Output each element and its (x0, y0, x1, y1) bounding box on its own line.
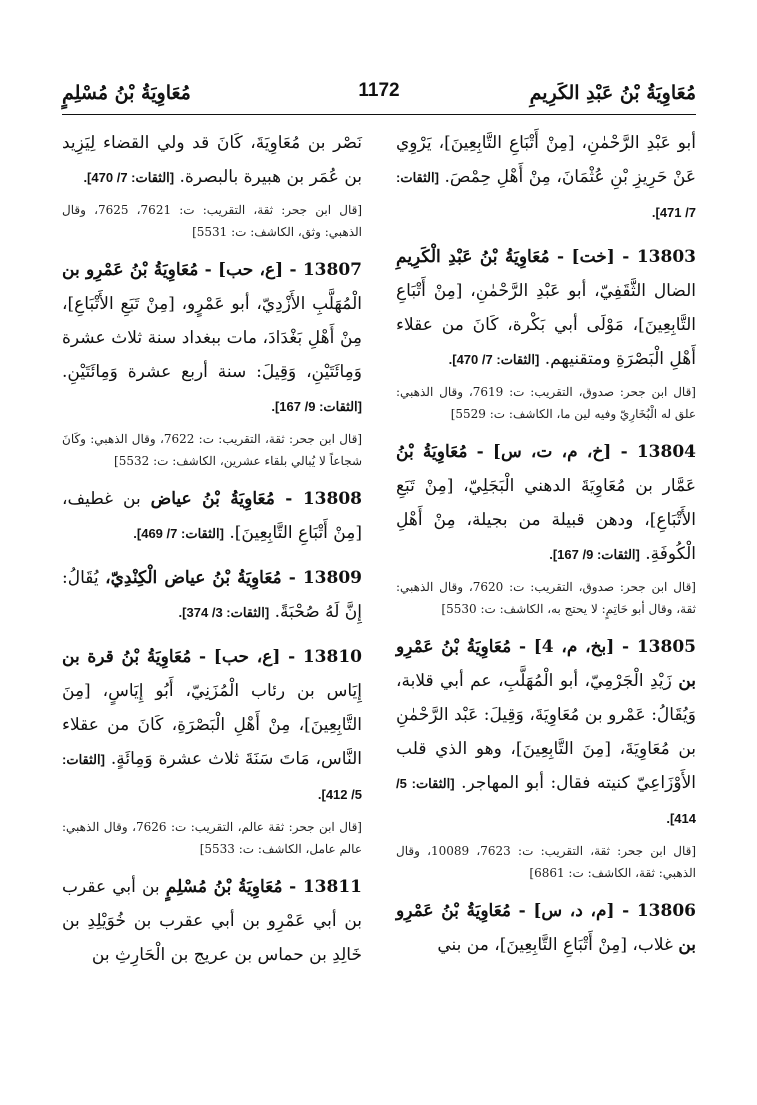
entry-body: بن غطيف، [مِنْ أَتْبَاعِ التَّابِعِينَ]. (62, 489, 362, 543)
entry-body: إِيَاس بن رئاب الْمُزَنِيّ، أَبُو إِيَاسٍ، [مِنَ التَّابِعِينَ]، مِنْ أَهْلِ الْبَصْرَةِ، كَانَ من عقلاء النَّاس، مَاتَ سَنَةَ ثلاث عشرة وَمِائَةٍ. (62, 681, 362, 769)
entry-body: يُقَالُ: إِنَّ لَهُ صُحْبَةً. (62, 568, 362, 622)
footnote: [قال ابن جحر: صدوق، التقريب: ت: 7619، وقال الذهبي: علق له الْبُخَارِيّ وفيه لين ما، الكاشف: ت: 5529] (396, 385, 696, 421)
entry-heading: 13807 - [ع، حب] - مُعَاوِيَةُ بْنُ عَمْرِو بن (62, 260, 362, 280)
entry-heading: 13806 - [م، د، س] - مُعَاوِيَةُ بْنُ عَمْرِو بن (396, 901, 696, 955)
header-right-title: مُعَاوِيَةُ بْنُ عَبْدِ الكَرِيمِ (529, 82, 696, 104)
header-rule (62, 114, 696, 115)
entry-body: بن أبي عقرب بن أبي عَمْرِو بن أبي عقرب بن خُوَيْلِدِ بن خَالِدِ بن حماس بن عريج بن الْحَارِثِ بن (62, 877, 362, 965)
entry-heading: 13811 - مُعَاوِيَةُ بْنُ مُسْلِمٍ (165, 877, 362, 897)
footnote: [قال ابن جحر: ثقة، التقريب: ت: 7622، وقال الذهبي: وكَانَ شجاعاً لا يُبالي بلقاء عشرين، الكاشف: ت: 5532] (62, 432, 362, 468)
entry-body: الضال الثَّقَفِيّ، أبو عَبْدِ الرَّحْمٰنِ، [مِنْ أَتْبَاعِ التَّابِعِينَ]، مَوْلَى أبي بَكْرة، كَانَ من عقلاء أَهْلِ الْبَصْرَةِ ومتقنيهم. (396, 281, 696, 369)
header-left-title: مُعَاوِيَةُ بْنُ مُسْلِمٍ (62, 82, 191, 104)
entry-13804 (396, 435, 696, 620)
entry-13807 (62, 253, 362, 472)
footnote: [قال ابن جحر: صدوق، التقريب: ت: 7620، وقال الذهبي: ثقة، وقال أبو حَاتِمٍ: لا يحتج به، الكاشف: ت: 5530] (396, 580, 696, 616)
citation: [الثقات: 7/ 470]. (448, 352, 540, 367)
entry-13810 (62, 640, 362, 860)
footnote: [قال ابن جحر: ثقة عالم، التقريب: ت: 7626، وقال الذهبي: عالم عامل، الكاشف: ت: 5533] (62, 820, 362, 856)
entry-body: غلاب، [مِنْ أَتْبَاعِ التَّابِعِينَ]، من بني (437, 935, 673, 955)
entry-body: زَيْدِ الْجَرْمِيّ، أبو الْمُهَلَّبِ، عم أبي قلابة، وَيُقَالُ: عَمْرو بن مُعَاوِيَةَ، وَقِيلَ: عَبْد الرَّحْمٰنِ بن مُعَاوِيَةَ، [مِنَ التَّابِعِينَ]، وهو الذي قلب الأَوْزَاعِيّ كنيته فقال: أبو المهاجر. (396, 671, 696, 793)
entry-body: عَمَّار بن مُعَاوِيَةَ الدهني الْبَجَلِيّ، [مِنْ تَبَعِ الأَتْبَاعِ]، ودهن قبيلة من بجيلة، مِنْ أَهْلِ الْكُوفَةِ. (396, 476, 696, 564)
footnote: [قال ابن جحر: ثقة، التقريب: ت: 7623، 10089، وقال الذهبي: ثقة، الكاشف: ت: 6861] (396, 844, 697, 880)
entry-13811 (62, 870, 362, 972)
entry-heading: 13804 - [خ، م، ت، س] - مُعَاوِيَةُ بْنُ (396, 442, 696, 462)
entry-heading: 13805 - [بخ، م، 4] - مُعَاوِيَةُ بْنُ عَمْرِو بن (396, 637, 696, 691)
entry-body: الْمُهَلَّبِ الأَزْدِيّ، أبو عَمْرٍو، [مِنْ تَبَعِ الأَتْبَاعِ]، مِنْ أَهْلِ بَغْدَادَ، مات ببغداد سنة ثلاث عشرة وَمِائَتَيْنِ، وَقِيلَ: سنة أربع عشرة وَمِائَتَيْنِ. (62, 294, 362, 382)
citation: [الثقات: 9/ 167]. (271, 399, 362, 414)
entry-heading: 13809 - مُعَاوِيَةُ بْنُ عياض الْكِنْدِيّ، (105, 568, 362, 588)
page-number: 1172 (358, 80, 400, 101)
entry-13805 (396, 630, 696, 884)
entry-heading: 13808 - مُعَاوِيَةُ بْنُ عياض (150, 489, 362, 509)
citation: [الثقات: 5/ 412]. (62, 752, 362, 802)
citation: [الثقات: 3/ 374]. (178, 605, 270, 620)
citation: [الثقات: 5/ 414]. (396, 776, 696, 826)
entry-13806 (396, 894, 696, 962)
entry-13808 (62, 482, 362, 551)
citation: [الثقات: 7/ 471]. (396, 170, 696, 220)
right-column (396, 124, 696, 962)
running-header (62, 78, 696, 108)
footnote: [قال ابن جحر: ثقة، التقريب: ت: 7621، 7625، وقال الذهبي: وثق، الكاشف: ت: 5531] (62, 203, 363, 239)
citation: [الثقات: 7/ 470]. (83, 170, 175, 185)
citation: [الثقات: 7/ 469]. (133, 526, 224, 541)
entry-heading: 13803 - [خت] - مُعَاوِيَةُ بْنُ عَبْدِ الْكَرِيمِ (396, 247, 696, 267)
left-column (62, 124, 362, 972)
continuation-text: أبو عَبْدِ الرَّحْمٰنِ، [مِنْ أَتْبَاعِ التَّابِعِينَ]، يَرْوِي عَنْ حَرِيزِ بْنِ عُثْمَانَ، مِنْ أَهْلِ حِمْصَ. [الثقات: 7/ 471]. (396, 133, 697, 220)
citation: [الثقات: 9/ 167]. (549, 547, 640, 562)
entry-heading: 13810 - [ع، حب] - مُعَاوِيَةُ بْنُ قرة بن (62, 647, 362, 667)
continuation-text: نَصْر بن مُعَاوِيَةَ، كَانَ قد ولي القضاء لِيَزِيد بن عُمَر بن هبيرة بالبصرة. [الثقات: 7/ 470]. (62, 133, 362, 187)
entry-13803 (396, 240, 696, 425)
entry-13809 (62, 561, 362, 630)
